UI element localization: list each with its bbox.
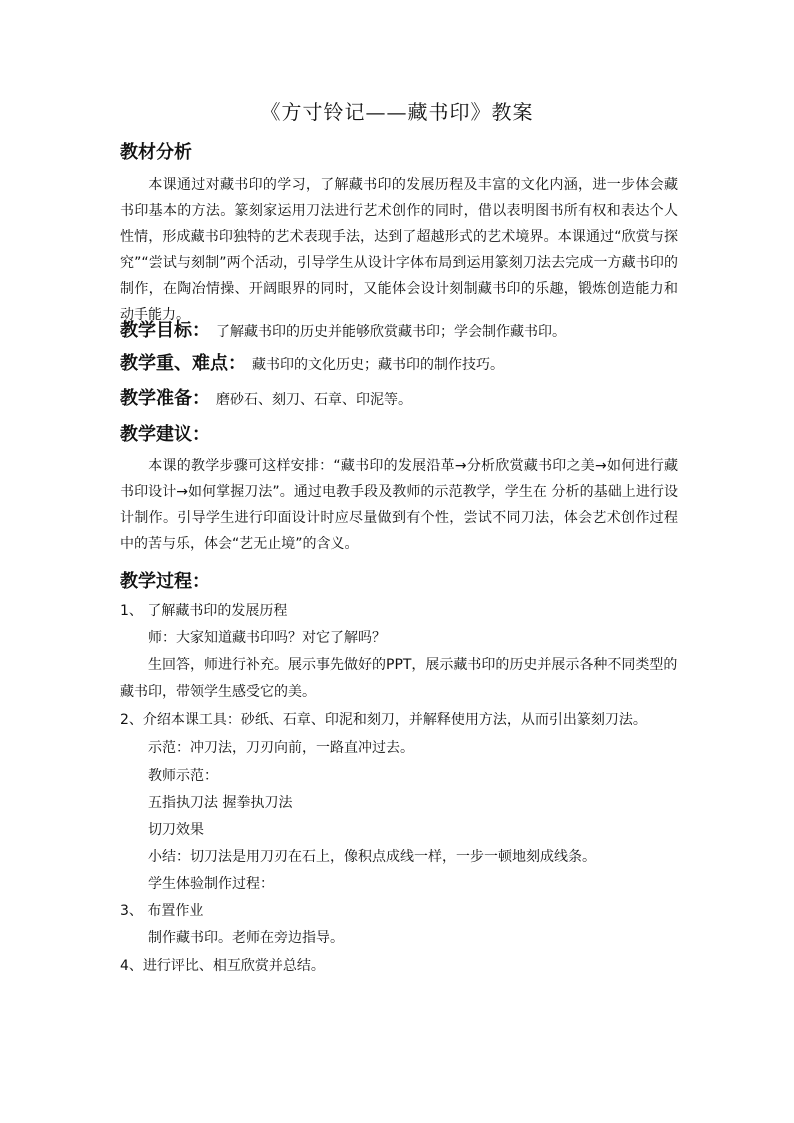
- process-line: 生回答，师进行补充。展示事先做好的PPT，展示藏书印的历史并展示各种不同类型的: [148, 657, 678, 673]
- process-line: 师：大家知道藏书印吗？对它了解吗？: [148, 630, 386, 646]
- process-line: 五指执刀法 握拳执刀法: [148, 795, 293, 811]
- process-line: 示范：冲刀法，刀刃向前，一路直冲过去。: [148, 740, 414, 756]
- process-line: 3、 布置作业: [120, 903, 204, 919]
- advice-text: 本课的教学步骤可这样安排：“藏书印的发展沿革→分析欣赏藏书印之美→如何进行藏书印设计→如何掌握刀法”。通过电教手段及教师的示范教学，学生在 分析的基础上进行设计制作。引导学生进行印面设计时应尽量做到有个性，尝试不同刀法，体会艺术创作过程中的苦与乐，体会“艺无止境”的含义。: [120, 458, 678, 552]
- prep-text: 磨砂石、刻刀、石章、印泥等。: [216, 392, 412, 408]
- advice-paragraph: [120, 453, 678, 557]
- document-title: 《方寸铃记——藏书印》教案: [260, 100, 534, 124]
- process-heading: 教学过程：: [120, 571, 210, 592]
- advice-heading: 教学建议：: [120, 424, 210, 445]
- key-label: 教学重、难点：: [120, 353, 246, 374]
- analysis-heading: 教材分析: [120, 142, 192, 163]
- goal-label: 教学目标：: [120, 320, 210, 341]
- key-text: 藏书印的文化历史；藏书印的制作技巧。: [252, 357, 504, 373]
- prep-section: [120, 384, 412, 410]
- process-line: 学生体验制作过程：: [148, 876, 274, 892]
- analysis-paragraph: [120, 172, 678, 328]
- process-line: 小结：切刀法是用刀刃在石上，像积点成线一样，一步一顿地刻成线条。: [148, 849, 596, 865]
- process-line: 藏书印，带领学生感受它的美。: [120, 684, 316, 700]
- key-section: [120, 349, 504, 375]
- prep-label: 教学准备：: [120, 388, 210, 409]
- process-line: 2、介绍本课工具：砂纸、石章、印泥和刻刀，并解释使用方法，从而引出篆刻刀法。: [120, 712, 647, 728]
- analysis-text: 本课通过对藏书印的学习，了解藏书印的发展历程及丰富的文化内涵，进一步体会藏书印基本的方法。篆刻家运用刀法进行艺术创作的同时，借以表明图书所有权和表达个人性情，形成藏书印独特的艺术表现手法，达到了超越形式的艺术境界。本课通过“欣赏与探究”“尝试与刻制”两个活动，引导学生从设计字体布局到运用篆刻刀法去完成一方藏书印的制作，在陶冶情操、开阔眼界的同时，又能体会设计刻制藏书印的乐趣，锻炼创造能力和动手能力。: [120, 177, 678, 323]
- process-line: 1、 了解藏书印的发展历程: [120, 603, 288, 619]
- goal-section: [120, 316, 566, 342]
- process-line: 4、进行评比、相互欣赏并总结。: [120, 958, 325, 974]
- process-line: 教师示范：: [148, 768, 218, 784]
- process-line: 制作藏书印。老师在旁边指导。: [148, 930, 344, 946]
- process-line: 切刀效果: [148, 822, 204, 838]
- goal-text: 了解藏书印的历史并能够欣赏藏书印；学会制作藏书印。: [216, 324, 566, 340]
